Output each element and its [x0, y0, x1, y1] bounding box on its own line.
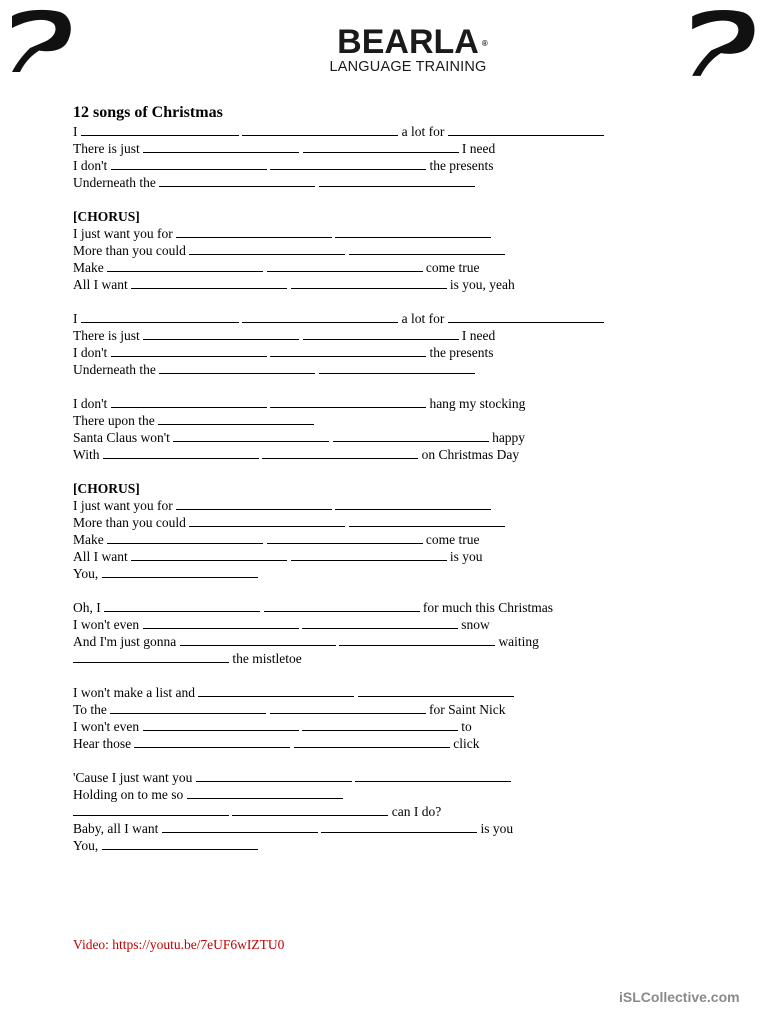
fill-in-blank[interactable] [262, 447, 418, 459]
fill-in-blank[interactable] [270, 158, 426, 170]
lyric-line [73, 718, 733, 735]
lyric-line [73, 735, 733, 752]
lyric-text: I [73, 124, 81, 139]
lyric-text: There is just [73, 328, 144, 343]
lyric-text: All I want [73, 549, 132, 564]
lyric-line [73, 769, 733, 786]
lyric-line [73, 701, 733, 718]
fill-in-blank[interactable] [159, 175, 315, 187]
lyric-text: All I want [73, 277, 132, 292]
lyric-line [73, 259, 733, 276]
fill-in-blank[interactable] [187, 787, 343, 799]
fill-in-blank[interactable] [355, 770, 511, 782]
lyric-line [73, 140, 733, 157]
lyric-text: the mistletoe [229, 651, 302, 666]
fill-in-blank[interactable] [242, 311, 398, 323]
lyric-text: on Christmas Day [418, 447, 520, 462]
fill-in-blank[interactable] [302, 617, 458, 629]
worksheet [73, 103, 733, 854]
lyric-line [73, 327, 733, 344]
lyric-text: More than you could [73, 243, 190, 258]
fill-in-blank[interactable] [333, 430, 489, 442]
fill-in-blank[interactable] [81, 124, 239, 136]
lyric-text: is you [446, 549, 483, 564]
fill-in-blank[interactable] [198, 685, 354, 697]
lyric-text: And I'm just gonna [73, 634, 180, 649]
lyric-line [73, 395, 733, 412]
fill-in-blank[interactable] [232, 804, 388, 816]
lyrics-body [73, 123, 733, 854]
lyric-text: I don't [73, 158, 111, 173]
fill-in-blank[interactable] [111, 158, 267, 170]
lyric-text: To the [73, 702, 111, 717]
fill-in-blank[interactable] [110, 702, 266, 714]
lyric-text: Underneath the [73, 175, 160, 190]
lyric-text: I don't [73, 345, 111, 360]
lyric-line [73, 633, 733, 650]
fill-in-blank[interactable] [102, 566, 258, 578]
fill-in-blank[interactable] [131, 549, 287, 561]
lyric-line [73, 344, 733, 361]
lyric-line [73, 157, 733, 174]
fill-in-blank[interactable] [111, 345, 267, 357]
lyric-text: Holding on to me so [73, 787, 187, 802]
lyric-text: is you [477, 821, 514, 836]
fill-in-blank[interactable] [358, 685, 514, 697]
lyric-line [73, 786, 733, 803]
lyric-text: Santa Claus won't [73, 430, 174, 445]
registered-mark: ® [481, 39, 488, 48]
stanza-gap [73, 582, 733, 599]
fill-in-blank[interactable] [143, 141, 299, 153]
lyric-text: the presents [426, 345, 494, 360]
fill-in-blank[interactable] [291, 277, 447, 289]
fill-in-blank[interactable] [107, 260, 263, 272]
fill-in-blank[interactable] [335, 498, 491, 510]
stanza-gap [73, 463, 733, 480]
lyric-text: waiting [495, 634, 539, 649]
stanza-gap [73, 378, 733, 395]
fill-in-blank[interactable] [335, 226, 491, 238]
lyric-text: the presents [426, 158, 494, 173]
lyric-text: can I do? [388, 804, 442, 819]
fill-in-blank[interactable] [173, 430, 329, 442]
fill-in-blank[interactable] [303, 328, 459, 340]
lyric-text: for much this Christmas [419, 600, 553, 615]
worksheet-title: 12 songs of Christmas [73, 104, 223, 121]
lyric-text: I need [458, 328, 496, 343]
fill-in-blank[interactable] [448, 124, 604, 136]
lyric-line [73, 446, 733, 463]
lyric-line [73, 276, 733, 293]
lyric-text: come true [422, 260, 480, 275]
lyric-line [73, 310, 733, 327]
lyric-line [73, 599, 733, 616]
fill-in-blank[interactable] [291, 549, 447, 561]
lyric-text: I won't make a list and [73, 685, 199, 700]
lyric-line [73, 514, 733, 531]
lyric-line [73, 684, 733, 701]
fill-in-blank[interactable] [107, 532, 263, 544]
lyric-text: 'Cause I just want you [73, 770, 196, 785]
stanza-gap [73, 293, 733, 310]
lyric-text: You, [73, 566, 102, 581]
lyric-line [73, 497, 733, 514]
fill-in-blank[interactable] [189, 243, 345, 255]
lyric-text: hang my stocking [426, 396, 526, 411]
lyric-text: [CHORUS] [73, 481, 140, 496]
lyric-line [73, 548, 733, 565]
fill-in-blank[interactable] [189, 515, 345, 527]
fill-in-blank[interactable] [111, 396, 267, 408]
video-link[interactable]: Video: https://youtu.be/7eUF6wIZTU0 [73, 937, 285, 952]
fill-in-blank[interactable] [131, 277, 287, 289]
lyric-line [73, 565, 733, 582]
bearla-logo [320, 25, 496, 75]
fill-in-blank[interactable] [294, 736, 450, 748]
fill-in-blank[interactable] [143, 719, 299, 731]
lyric-line [73, 531, 733, 548]
fill-in-blank[interactable] [319, 175, 475, 187]
lyric-line [73, 242, 733, 259]
lyric-line [73, 837, 733, 854]
lyric-line [73, 616, 733, 633]
lyric-text: I [73, 311, 81, 326]
lyric-text: There is just [73, 141, 144, 156]
lyric-text: [CHORUS] [73, 209, 140, 224]
fill-in-blank[interactable] [159, 362, 315, 374]
lyric-text: More than you could [73, 515, 190, 530]
fill-in-blank[interactable] [104, 600, 260, 612]
lyric-text: click [449, 736, 480, 751]
lyric-text: is you, yeah [446, 277, 515, 292]
lyric-text: Underneath the [73, 362, 160, 377]
fill-in-blank[interactable] [143, 617, 299, 629]
lyric-text: to [457, 719, 472, 734]
lyric-text: I just want you for [73, 226, 177, 241]
lyric-text: Hear those [73, 736, 135, 751]
lyric-text: With [73, 447, 103, 462]
fill-in-blank[interactable] [321, 821, 477, 833]
lyric-line [73, 429, 733, 446]
fill-in-blank[interactable] [196, 770, 352, 782]
lyric-text: I need [458, 141, 496, 156]
lyric-line [73, 650, 733, 667]
lyric-text: Oh, I [73, 600, 105, 615]
fill-in-blank[interactable] [180, 634, 336, 646]
lyric-text: snow [457, 617, 490, 632]
fill-in-blank[interactable] [176, 226, 332, 238]
fill-in-blank[interactable] [349, 243, 505, 255]
lyric-text: for Saint Nick [425, 702, 506, 717]
lyric-text: a lot for [398, 124, 448, 139]
fill-in-blank[interactable] [176, 498, 332, 510]
bearla-corner-logo-right [686, 8, 762, 78]
chorus-heading [73, 480, 733, 497]
fill-in-blank[interactable] [302, 719, 458, 731]
lyric-line [73, 820, 733, 837]
fill-in-blank[interactable] [267, 260, 423, 272]
bearla-corner-logo-left [10, 8, 74, 74]
fill-in-blank[interactable] [158, 413, 314, 425]
brand-name: BEARLA ® [337, 23, 488, 61]
fill-in-blank[interactable] [242, 124, 398, 136]
fill-in-blank[interactable] [270, 396, 426, 408]
lyric-line [73, 123, 733, 140]
lyric-text: Make [73, 260, 108, 275]
lyric-line [73, 174, 733, 191]
lyric-text: I won't even [73, 719, 143, 734]
fill-in-blank[interactable] [270, 345, 426, 357]
stanza-gap [73, 667, 733, 684]
fill-in-blank[interactable] [339, 634, 495, 646]
brand-subtitle: LANGUAGE TRAINING [329, 59, 487, 75]
stanza-gap [73, 191, 733, 208]
lyric-line [73, 412, 733, 429]
lyric-line [73, 225, 733, 242]
fill-in-blank[interactable] [81, 311, 239, 323]
lyric-text: There upon the [73, 413, 159, 428]
fill-in-blank[interactable] [143, 328, 299, 340]
fill-in-blank[interactable] [73, 651, 229, 663]
fill-in-blank[interactable] [448, 311, 604, 323]
fill-in-blank[interactable] [103, 447, 259, 459]
lyric-text: Baby, all I want [73, 821, 162, 836]
lyric-text: happy [488, 430, 526, 445]
lyric-text: I won't even [73, 617, 143, 632]
lyric-line [73, 361, 733, 378]
lyric-line [73, 803, 733, 820]
fill-in-blank[interactable] [270, 702, 426, 714]
lyric-text: a lot for [398, 311, 448, 326]
chorus-heading [73, 208, 733, 225]
fill-in-blank[interactable] [264, 600, 420, 612]
fill-in-blank[interactable] [162, 821, 318, 833]
fill-in-blank[interactable] [134, 736, 290, 748]
fill-in-blank[interactable] [319, 362, 475, 374]
stanza-gap [73, 752, 733, 769]
lyric-text: I just want you for [73, 498, 177, 513]
fill-in-blank[interactable] [349, 515, 505, 527]
fill-in-blank[interactable] [73, 804, 229, 816]
islcollective-watermark: iSLCollective.com [619, 989, 740, 1005]
lyric-text: I don't [73, 396, 111, 411]
lyric-text: Make [73, 532, 108, 547]
lyric-text: You, [73, 838, 102, 853]
lyric-text: come true [422, 532, 480, 547]
fill-in-blank[interactable] [267, 532, 423, 544]
fill-in-blank[interactable] [303, 141, 459, 153]
fill-in-blank[interactable] [102, 838, 258, 850]
